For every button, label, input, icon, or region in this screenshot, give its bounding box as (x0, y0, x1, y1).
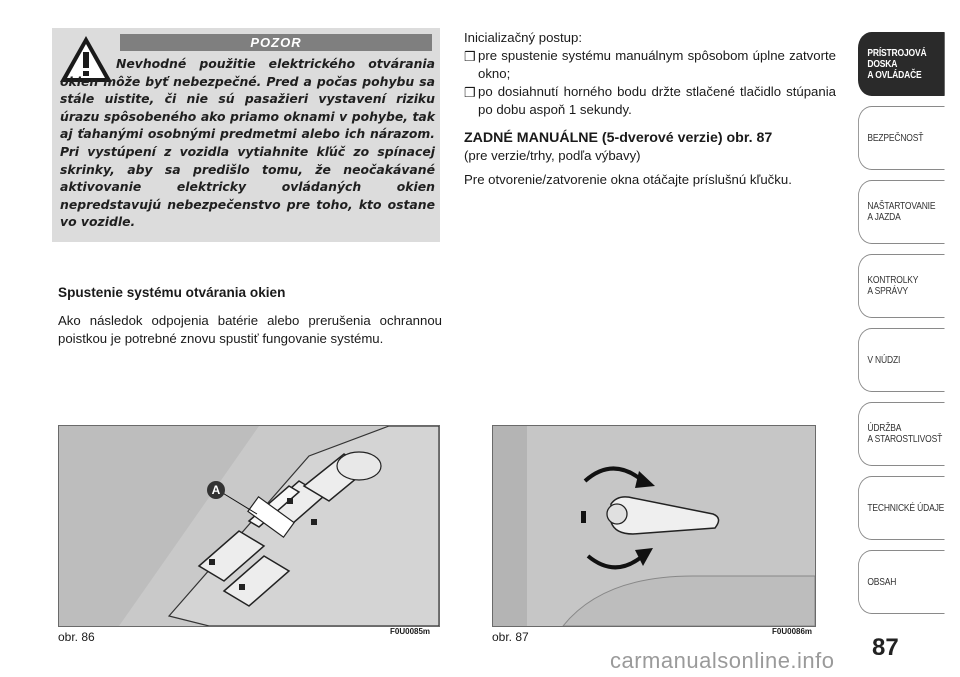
checkbox-bullet-icon: ❒ (464, 49, 476, 64)
left-paragraph: Ako následok odpojenia batérie alebo prerušenia ochrannou poistkou je potrebné znovu spustiť fungovanie systému. (58, 313, 442, 346)
section-title-rear: ZADNÉ MANUÁLNE (5-dverové verzie) obr. 87 (464, 130, 773, 146)
intro-text: Inicializačný postup: (464, 30, 583, 45)
figure-86-code: F0U0085m (390, 627, 431, 636)
bullet-item: ❒ po dosiahnutí horného bodu držte stlačené tlačidlo stúpania po dobu aspoň 1 sekundy. (464, 84, 836, 117)
warning-header: POZOR (120, 34, 432, 51)
figure-87-window-crank (492, 425, 816, 627)
tab-technicke-udaje[interactable]: TECHNICKÉ ÚDAJE (858, 476, 945, 540)
window-crank-illustration (493, 426, 815, 626)
tab-pristrojova-doska[interactable]: PRÍSTROJOVÁ DOSKA A OVLÁDAČE (858, 32, 945, 96)
tab-bezpecnost[interactable]: BEZPEČNOSŤ (858, 106, 945, 170)
page-number: 87 (872, 634, 899, 661)
tab-kontrolky[interactable]: KONTROLKY A SPRÁVY (858, 254, 945, 318)
figure-87-code: F0U0086m (772, 627, 813, 636)
figure-86-window-switch-panel (58, 425, 440, 627)
warning-text: Nevhodné použitie elektrického otvárania okien môže byť nebezpečné. Pred a počas pohybu sa stále uistite, či nie sú pasažieri vystavení riziku úrazu spôsobeného ako priamo oknami v pohybe, tak aj ťahanými osobnými predmetmi alebo ich nárazom. Pri vystúpení z vozidla vytiahnite kľúč zo spínacej skrinky, aby sa predišlo tomu, že neočakávané aktivovanie elektricky ovládaných okien nepredstavujú nebezpečenstvo pre toho, kto ostane vo vozidle. (60, 56, 435, 230)
tab-udrzba[interactable]: ÚDRŽBA A STAROSTLIVOSŤ (858, 402, 945, 466)
figure-87-label: obr. 87 (492, 630, 529, 644)
section-paragraph: Pre otvorenie/zatvorenie okna otáčajte príslušnú kľučku. (464, 172, 792, 187)
section-heading-init: Spustenie systému otvárania okien (58, 285, 286, 300)
watermark-text: carmanualsonline.info (610, 648, 835, 673)
window-switch-illustration (59, 426, 439, 626)
tab-obsah[interactable]: OBSAH (858, 550, 945, 614)
figure-86-label: obr. 86 (58, 630, 95, 644)
callout-a: A (207, 481, 225, 499)
warning-box (52, 28, 440, 242)
right-column (464, 29, 836, 189)
section-subtitle: (pre verzie/trhy, podľa výbavy) (464, 148, 641, 163)
tab-nastartovanie[interactable]: NAŠTARTOVANIE A JAZDA (858, 180, 945, 244)
bullet-item: ❒ pre spustenie systému manuálnym spôsobom úplne zatvorte okno; (464, 48, 836, 81)
checkbox-bullet-icon: ❒ (464, 85, 476, 100)
tab-v-nudzi[interactable]: V NÚDZI (858, 328, 945, 392)
left-column (58, 284, 442, 348)
